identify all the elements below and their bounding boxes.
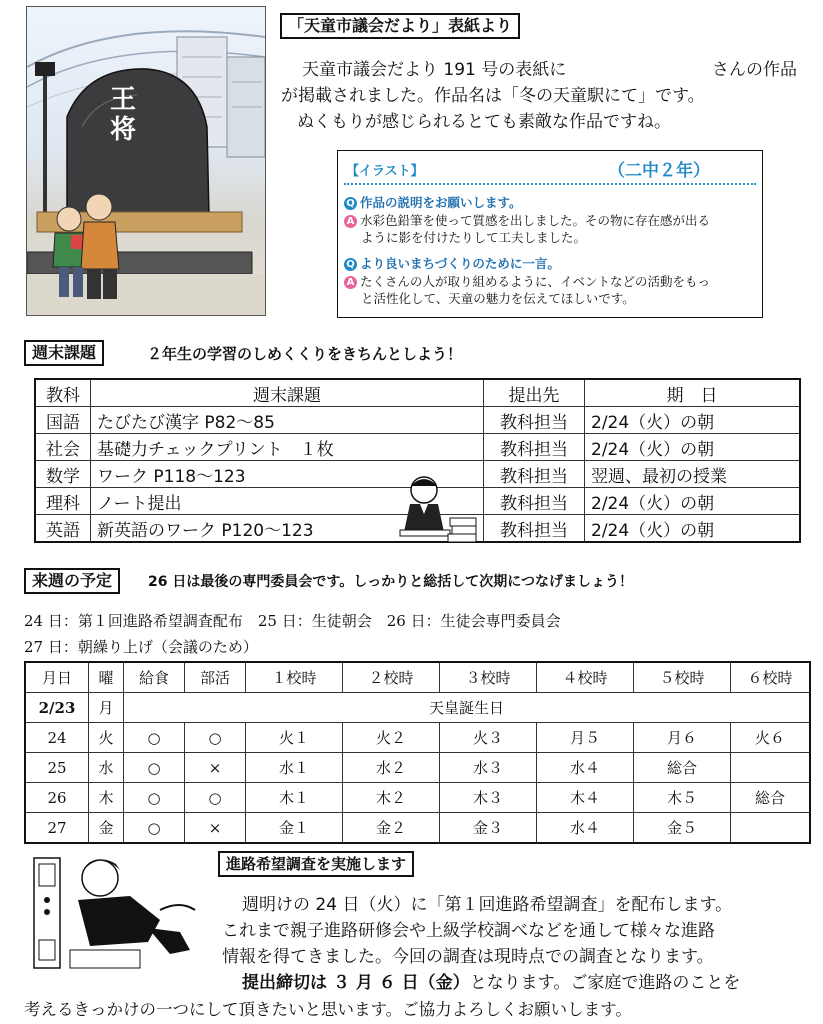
- survey-line-4: 提出締切は ３ 月 ６ 日（金）となります。ご家庭で進路のことを: [242, 973, 741, 993]
- table-row: 24 火 ○ ○ 火１ 火２ 火３ 月５ 月６ 火６: [25, 723, 810, 753]
- card-header: [344, 159, 756, 185]
- intro-line-2: が掲載されました。作品名は「冬の天童駅にて」です。: [281, 86, 705, 106]
- survey-line-3: 情報を得てきました。今回の調査は現時点での調査となります。: [222, 947, 714, 967]
- col-task: 週末課題: [91, 379, 484, 407]
- survey-line-5: 考えるきっかけの一つにして頂きたいと思います。ご協力よろしくお願いします。: [24, 1000, 632, 1019]
- table-row: 27 金 ○ × 金１ 金２ 金３ 水４ 金５: [25, 813, 810, 844]
- table-row: 25 水 ○ × 水１ 水２ 水３ 水４ 総合: [25, 753, 810, 783]
- schedule-note-1: 24 日：第１回進路希望調査配布 25 日：生徒朝会 26 日：生徒会専門委員会: [24, 612, 561, 630]
- holiday-cell: 天皇誕生日: [124, 693, 811, 723]
- schedule-note-2: 27 日：朝繰り上げ（会議のため）: [24, 638, 258, 656]
- nextweek-title: 来週の予定: [24, 568, 120, 594]
- table-row: 英語 新英語のワーク P120～123 教科担当 2/24（火）の朝: [35, 515, 800, 543]
- table-header-row: 月日 曜 給食 部活 １校時 ２校時 ３校時 ４校時 ５校時 ６校時: [25, 662, 810, 693]
- interview-card: [337, 150, 763, 318]
- survey-line-1: 週明けの 24 日（火）に「第１回進路希望調査」を配布します。: [242, 895, 733, 915]
- nextweek-lead: 26 日は最後の専門委員会です。しっかりと総括して次期につなげましょう！: [148, 574, 633, 590]
- intro-line-3: ぬくもりが感じられるとても素敵な作品ですね。: [297, 112, 671, 132]
- table-row: 社会 基礎力チェックプリント １枚 教科担当 2/24（火）の朝: [35, 434, 800, 461]
- station-drawing: [27, 7, 265, 315]
- q-icon: Q: [344, 258, 357, 271]
- answer-2: A たくさんの人が取り組めるように、イベントなどの活動をもっ: [344, 273, 756, 290]
- weekend-lead: ２年生の学習のしめくくりをきちんとしよう！: [147, 345, 463, 363]
- col-submit-to: 提出先: [484, 379, 585, 407]
- weekend-title: 週末課題: [24, 340, 104, 366]
- studying-student-icon: [392, 470, 482, 545]
- card-grade: （二中２年）: [608, 161, 710, 181]
- question-2: Q より良いまちづくりのために一言。: [344, 255, 756, 272]
- schedule-table: [24, 661, 811, 844]
- answer-1-cont: ように影を付けたりして工夫しました。: [361, 230, 587, 245]
- intro-line-1a: 天童市議会だより 191 号の表紙に: [302, 60, 567, 80]
- question-1: Q 作品の説明をお願いします。: [344, 194, 756, 211]
- table-row: 26 木 ○ ○ 木１ 木２ 木３ 木４ 木５ 総合: [25, 783, 810, 813]
- survey-deadline: 提出締切は ３ 月 ６ 日（金）: [242, 973, 470, 993]
- council-news-title: 「天童市議会だより」表紙より: [280, 13, 520, 39]
- table-row: 国語 たびたび漢字 P82～85 教科担当 2/24（火）の朝: [35, 407, 800, 434]
- answer-2-cont: と活性化して、天童の魅力を伝えてほしいです。: [361, 291, 635, 306]
- a-icon: A: [344, 215, 357, 228]
- table-row: 2/23 月 天皇誕生日: [25, 693, 810, 723]
- survey-line-2: これまで親子進路研修会や上級学校調べなどを通して様々な進路: [222, 921, 715, 941]
- a-icon: A: [344, 276, 357, 289]
- relaxing-student-icon: [30, 850, 200, 980]
- col-due: 期 日: [585, 379, 801, 407]
- table-header-row: [35, 379, 800, 407]
- q-icon: Q: [344, 197, 357, 210]
- winter-station-illustration: [26, 6, 266, 316]
- table-row: 数学 ワーク P118～123 教科担当 翌週、最初の授業: [35, 461, 800, 488]
- monument-characters: 王将: [110, 85, 139, 145]
- col-subject: 教科: [35, 379, 91, 407]
- intro-line-1b: さんの作品: [712, 60, 797, 80]
- table-row: 理科 ノート提出 教科担当 2/24（火）の朝: [35, 488, 800, 515]
- survey-title: 進路希望調査を実施します: [218, 851, 414, 877]
- answer-1: A 水彩色鉛筆を使って質感を出しました。その物に存在感が出る: [344, 212, 756, 229]
- card-tag: 【イラスト】: [346, 164, 424, 179]
